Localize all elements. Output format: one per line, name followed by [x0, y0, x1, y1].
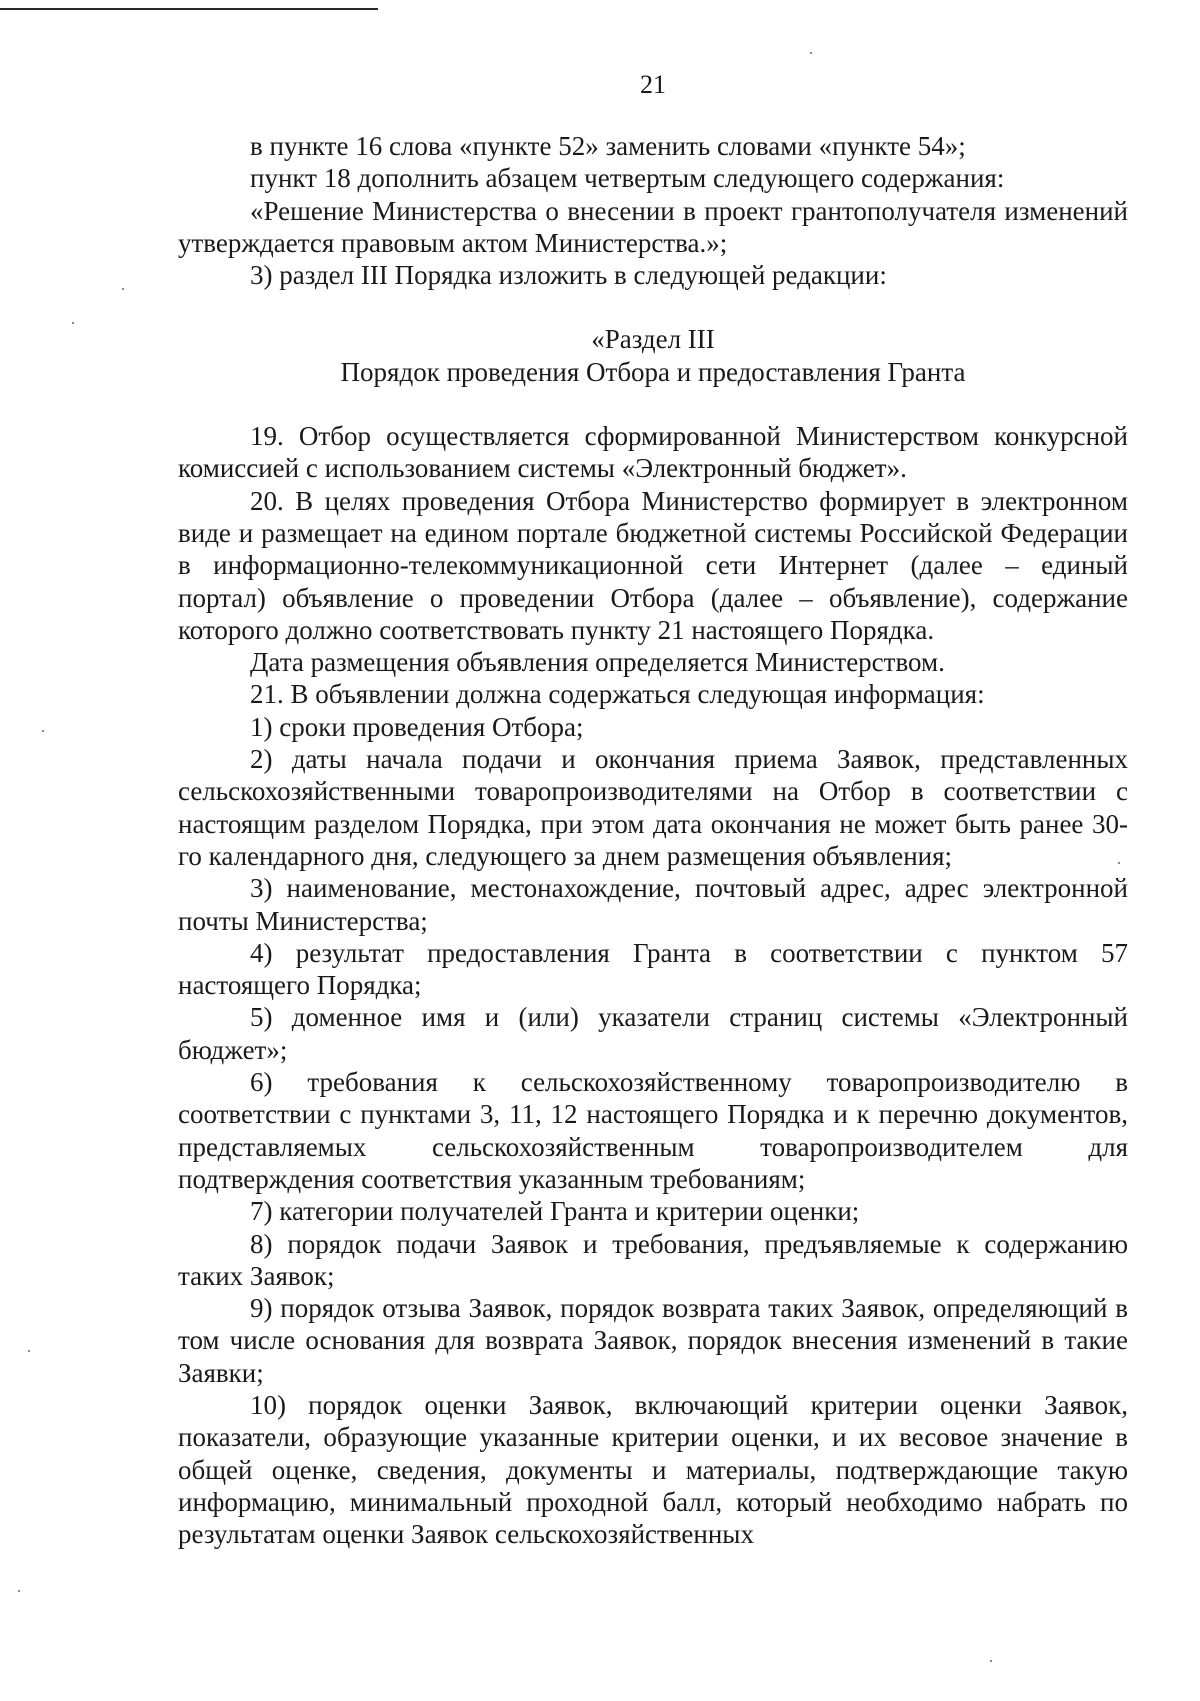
- list-item-6: 6) требования к сельскохозяйственному товаропроизводителю в соответствии с пунктами 3, 11, 12 настоящего Порядка и к перечню документов, представляемых сельскохозяйственным товаропроизводителем для подтверждения соответствия указанным требованиям;: [178, 1067, 1128, 1194]
- scan-speck: [42, 730, 44, 732]
- scan-edge-rule: [0, 8, 378, 10]
- list-item-3: 3) наименование, местонахождение, почтовый адрес, адрес электронной почты Министерства;: [178, 873, 1128, 936]
- section-heading-title: Порядок проведения Отбора и предоставления Гранта: [340, 356, 966, 387]
- scan-speck: [1118, 862, 1120, 864]
- paragraph-item-20: 20. В целях проведения Отбора Министерство формирует в электронном виде и размещает на едином портале бюджетной системы Российской Федерации в информационно-телекоммуникационной сети Интернет (далее – единый портал) объявление о проведении Отбора (далее – объявление), содержание которого должно соответствовать пункту 21 настоящего Порядка.: [178, 485, 1128, 645]
- list-item-8: 8) порядок подачи Заявок и требования, предъявляемые к содержанию таких Заявок;: [178, 1228, 1128, 1291]
- section-heading-number: «Раздел III: [591, 324, 715, 355]
- paragraph-amend-item-18: пункт 18 дополнить абзацем четвертым следующего содержания:: [250, 163, 1005, 194]
- document-body: [178, 130, 1128, 1550]
- paragraph-publication-date: Дата размещения объявления определяется Министерством.: [250, 647, 945, 678]
- list-item-1: 1) сроки проведения Отбора;: [250, 711, 584, 742]
- paragraph-amend-item-16: в пункте 16 слова «пункте 52» заменить словами «пункте 54»;: [250, 131, 966, 161]
- page-number: 21: [640, 70, 666, 99]
- scan-speck: [28, 1350, 30, 1352]
- list-item-10: 10) порядок оценки Заявок, включающий критерии оценки Заявок, показатели, образующие указанные критерии оценки, и их весовое значение в общей оценке, сведения, документы и материалы, подтверждающие такую информацию, минимальный проходной балл, который необходимо набрать по результатам оценки Заявок сельскохозяйственных: [178, 1389, 1128, 1550]
- list-item-7: 7) категории получателей Гранта и критерии оценки;: [250, 1196, 860, 1227]
- scan-speck: [18, 1590, 20, 1592]
- paragraph-quote-decision: «Решение Министерства о внесении в проект грантополучателя изменений утверждается правовым актом Министерства.»;: [178, 195, 1128, 258]
- paragraph-section-3-intro: 3) раздел III Порядка изложить в следующей редакции:: [250, 260, 887, 291]
- list-item-5: 5) доменное имя и (или) указатели страниц системы «Электронный бюджет»;: [178, 1002, 1128, 1065]
- paragraph-item-21: 21. В объявлении должна содержаться следующая информация:: [250, 679, 985, 710]
- scan-speck: [810, 52, 812, 54]
- list-item-4: 4) результат предоставления Гранта в соответствии с пунктом 57 настоящего Порядка;: [178, 937, 1128, 1001]
- scan-speck: [72, 322, 74, 324]
- scan-speck: [122, 288, 124, 290]
- scan-speck: [990, 1660, 992, 1662]
- list-item-2: 2) даты начала подачи и окончания приема Заявок, представленных сельскохозяйственными товаропроизводителями на Отбор в соответствии с настоящим разделом Порядка, при этом дата окончания не может быть ранее 30-го календарного дня, следующего за днем размещения объявления;: [178, 744, 1128, 871]
- paragraph-item-19: 19. Отбор осуществляется сформированной Министерством конкурсной комиссией с использованием системы «Электронный бюджет».: [178, 421, 1128, 484]
- list-item-9: 9) порядок отзыва Заявок, порядок возврата таких Заявок, определяющий в том числе основания для возврата Заявок, порядок внесения изменений в такие Заявки;: [178, 1293, 1128, 1388]
